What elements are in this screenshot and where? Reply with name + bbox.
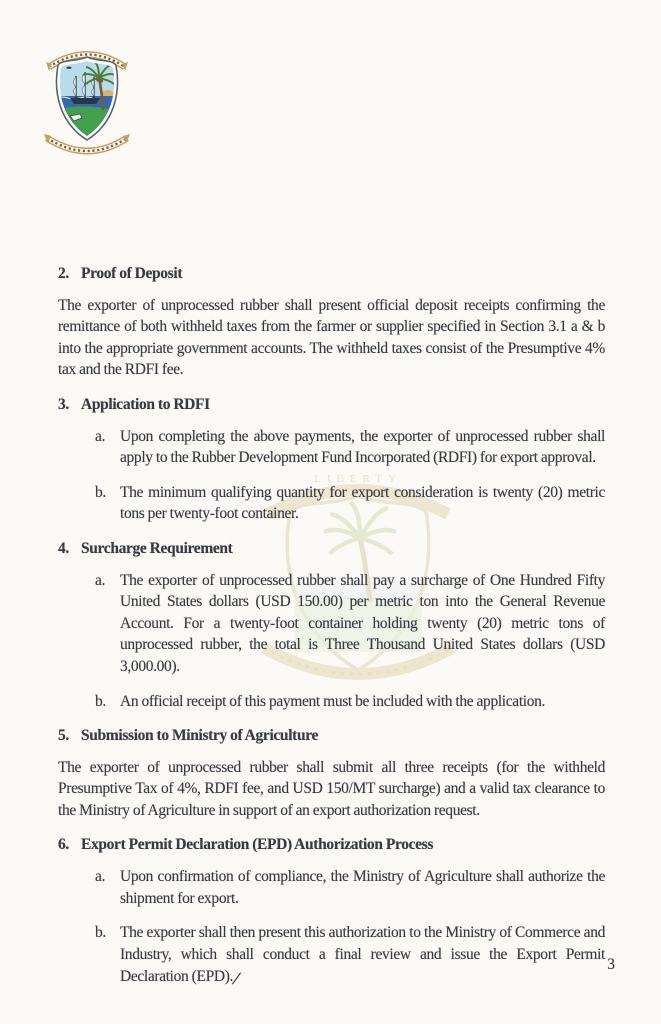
- list-item-text: The exporter of unprocessed rubber shall pay a surcharge of One Hundred Fifty United States dollars (USD 150.00) per metric ton into the General Revenue Account. For a twenty-foot container holding twenty (20) metric tons of unprocessed rubber, the total is Three Thousand United States dollars (USD 3,000.00).: [120, 571, 605, 675]
- section-heading-application-to-rdfi: [58, 394, 605, 416]
- section-title: Surcharge Requirement: [81, 539, 233, 557]
- paragraph-proof-of-deposit: The exporter of unprocessed rubber shall present official deposit receipts confirming the remittance of both withheld taxes from the farmer or supplier specified in Section 3.1 a & b into the appropriate government accounts. The withheld taxes consist of the Presumptive 4% tax and the RDFI fee.: [58, 296, 605, 379]
- list-item: [58, 691, 605, 713]
- section-number: 6.: [58, 836, 69, 854]
- list-item-label: b.: [95, 692, 106, 710]
- section-heading-proof-of-deposit: [58, 263, 605, 285]
- list-item: [58, 866, 605, 909]
- section-heading-epd-authorization: [58, 834, 605, 856]
- list-item-text: Upon completing the above payments, the exporter of unprocessed rubber shall apply to the Rubber Development Fund Incorporated (RDFI) for export approval.: [120, 427, 605, 467]
- liberia-coat-of-arms-icon: [36, 36, 138, 168]
- list-item-text: Upon confirmation of compliance, the Ministry of Agriculture shall authorize the shipment for export.: [120, 868, 605, 907]
- section-number: 2.: [58, 265, 69, 282]
- list-item: [58, 570, 605, 678]
- list-item-text: An official receipt of this payment must be included with the application.: [120, 692, 546, 710]
- watermark-liberty-text: LIBERTY: [314, 473, 402, 485]
- list-item-label: a.: [95, 571, 106, 589]
- list-item: [58, 922, 605, 988]
- list-item: [58, 426, 605, 469]
- list-item-text-body: The exporter shall then present this authorization to the Ministry of Commerce and Industry, which shall conduct a final review and issue the Export Permit Declaration (EPD).: [120, 924, 605, 986]
- document-content: [58, 263, 605, 1001]
- list-item-label: b.: [95, 924, 106, 942]
- list-item-label: a.: [95, 868, 106, 886]
- section-title: Export Permit Declaration (EPD) Authorization Process: [81, 836, 434, 854]
- handwritten-tick-mark: /: [232, 969, 241, 989]
- section-title: Application to RDFI: [81, 395, 210, 413]
- section-title: Proof of Deposit: [81, 265, 183, 282]
- section-heading-surcharge-requirement: [58, 538, 605, 560]
- paragraph-submission: The exporter of unprocessed rubber shall submit all three receipts (for the withheld Presumptive Tax of 4%, RDFI fee, and USD 150/MT surcharge) and a valid tax clearance to the Ministry of Agriculture in support of an export authorization request.: [58, 758, 605, 819]
- list-item: [58, 482, 605, 525]
- section-number: 4.: [58, 539, 69, 557]
- section-heading-submission-to-ministry: [58, 725, 605, 747]
- list-item-label: b.: [95, 483, 106, 501]
- section-title: Submission to Ministry of Agriculture: [81, 727, 319, 745]
- section-number: 5.: [58, 727, 69, 745]
- list-item-text: [120, 922, 605, 988]
- section-number: 3.: [58, 395, 69, 413]
- list-item-label: a.: [95, 427, 106, 445]
- page-number: 3: [607, 956, 615, 973]
- list-item-text: The minimum qualifying quantity for export consideration is twenty (20) metric tons per twenty-foot container.: [120, 483, 605, 523]
